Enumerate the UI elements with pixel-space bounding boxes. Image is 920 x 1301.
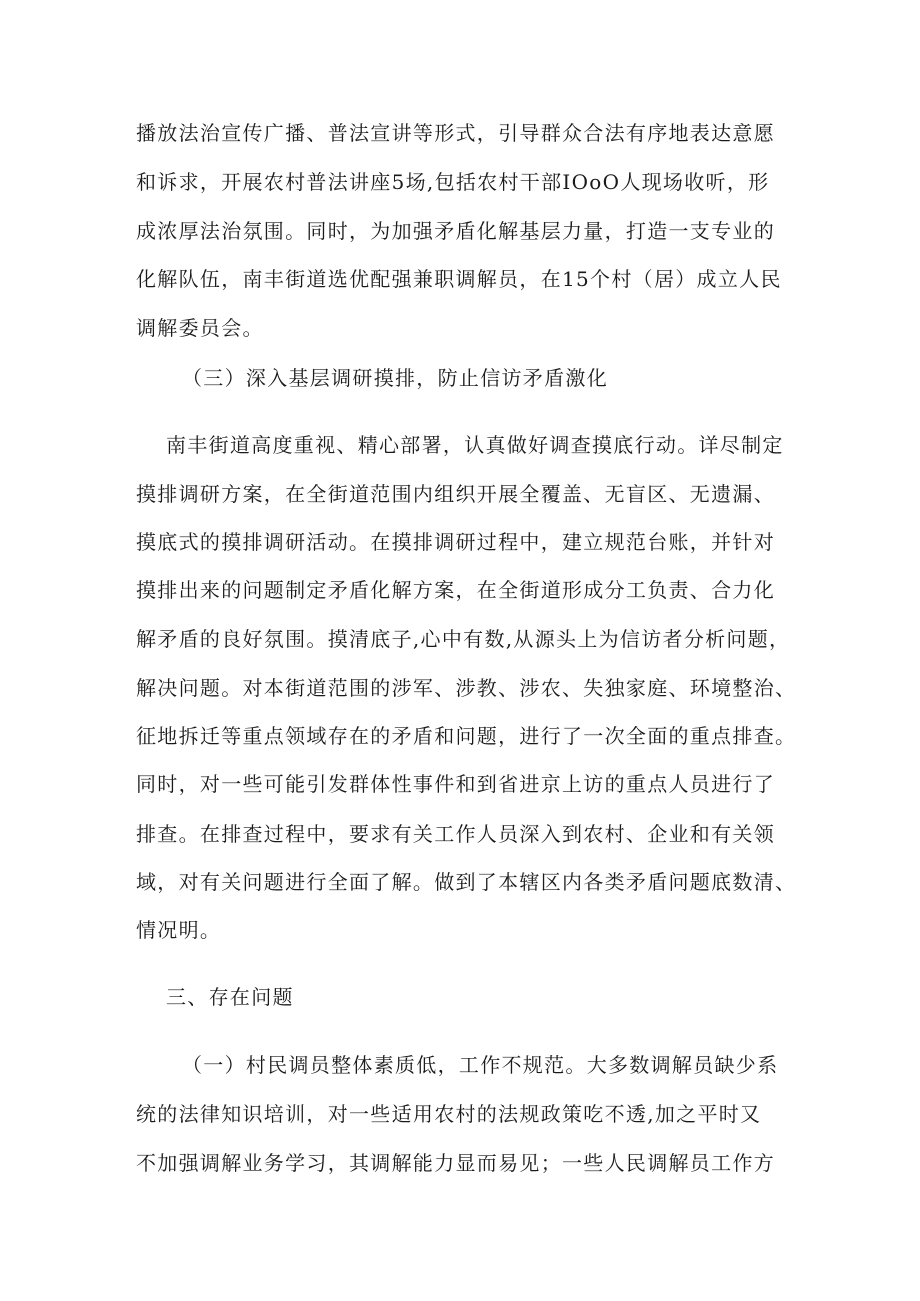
body-text-line: 调解委员会。	[136, 316, 264, 340]
body-text-line: 化解队伍，南丰街道选优配强兼职调解员，在15个村（居）成立人民	[136, 267, 782, 291]
body-text-line: 成浓厚法治氛围。同时，为加强矛盾化解基层力量，打造一支专业的	[136, 219, 775, 243]
body-text-line: 情况明。	[136, 918, 222, 942]
body-text-line: 摸排出来的问题制定矛盾化解方案，在全街道形成分工负责、合力化	[136, 578, 775, 602]
section-subheading: （三）深入基层调研摸排，防止信访矛盾激化	[182, 366, 608, 390]
body-text-line: 南丰街道高度重视、精心部署，认真做好调查摸底行动。详尽制定	[166, 433, 784, 457]
body-text-line: 征地拆迁等重点领域存在的矛盾和问题，进行了一次全面的重点排查。	[136, 724, 797, 748]
body-text-line: 域，对有关问题进行全面了解。做到了本辖区内各类矛盾问题底数清、	[136, 870, 797, 894]
body-text-line: 统的法律知识培训，对一些适用农村的法规政策吃不透,加之平时又	[136, 1102, 762, 1126]
body-text-line: 摸底式的摸排调研活动。在摸排调研过程中，建立规范台账，并针对	[136, 530, 775, 554]
body-text-line: 解矛盾的良好氛围。摸清底子,心中有数,从源头上为信访者分析问题，	[136, 627, 791, 651]
body-text-line: 排查。在排查过程中，要求有关工作人员深入到农村、企业和有关领	[136, 822, 775, 846]
body-text-line: 摸排调研方案，在全街道范围内组织开展全覆盖、无盲区、无遗漏、	[136, 482, 775, 506]
body-text-line: 播放法治宣传广播、普法宣讲等形式，引导群众合法有序地表达意愿	[136, 121, 775, 145]
section-heading: 三、存在问题	[166, 985, 294, 1009]
body-text-line: 不加强调解业务学习，其调解能力显而易见；一些人民调解员工作方	[136, 1151, 775, 1175]
body-text-line: 解决问题。对本街道范围的涉军、涉教、涉农、失独家庭、环境整治、	[136, 676, 797, 700]
body-text-line: （一）村民调员整体素质低，工作不规范。大多数调解员缺少系	[182, 1053, 779, 1077]
body-text-line: 同时，对一些可能引发群体性事件和到省进京上访的重点人员进行了	[136, 772, 775, 796]
body-text-line: 和诉求，开展农村普法讲座5场,包括农村干部IOoO人现场收听，形	[136, 170, 770, 194]
